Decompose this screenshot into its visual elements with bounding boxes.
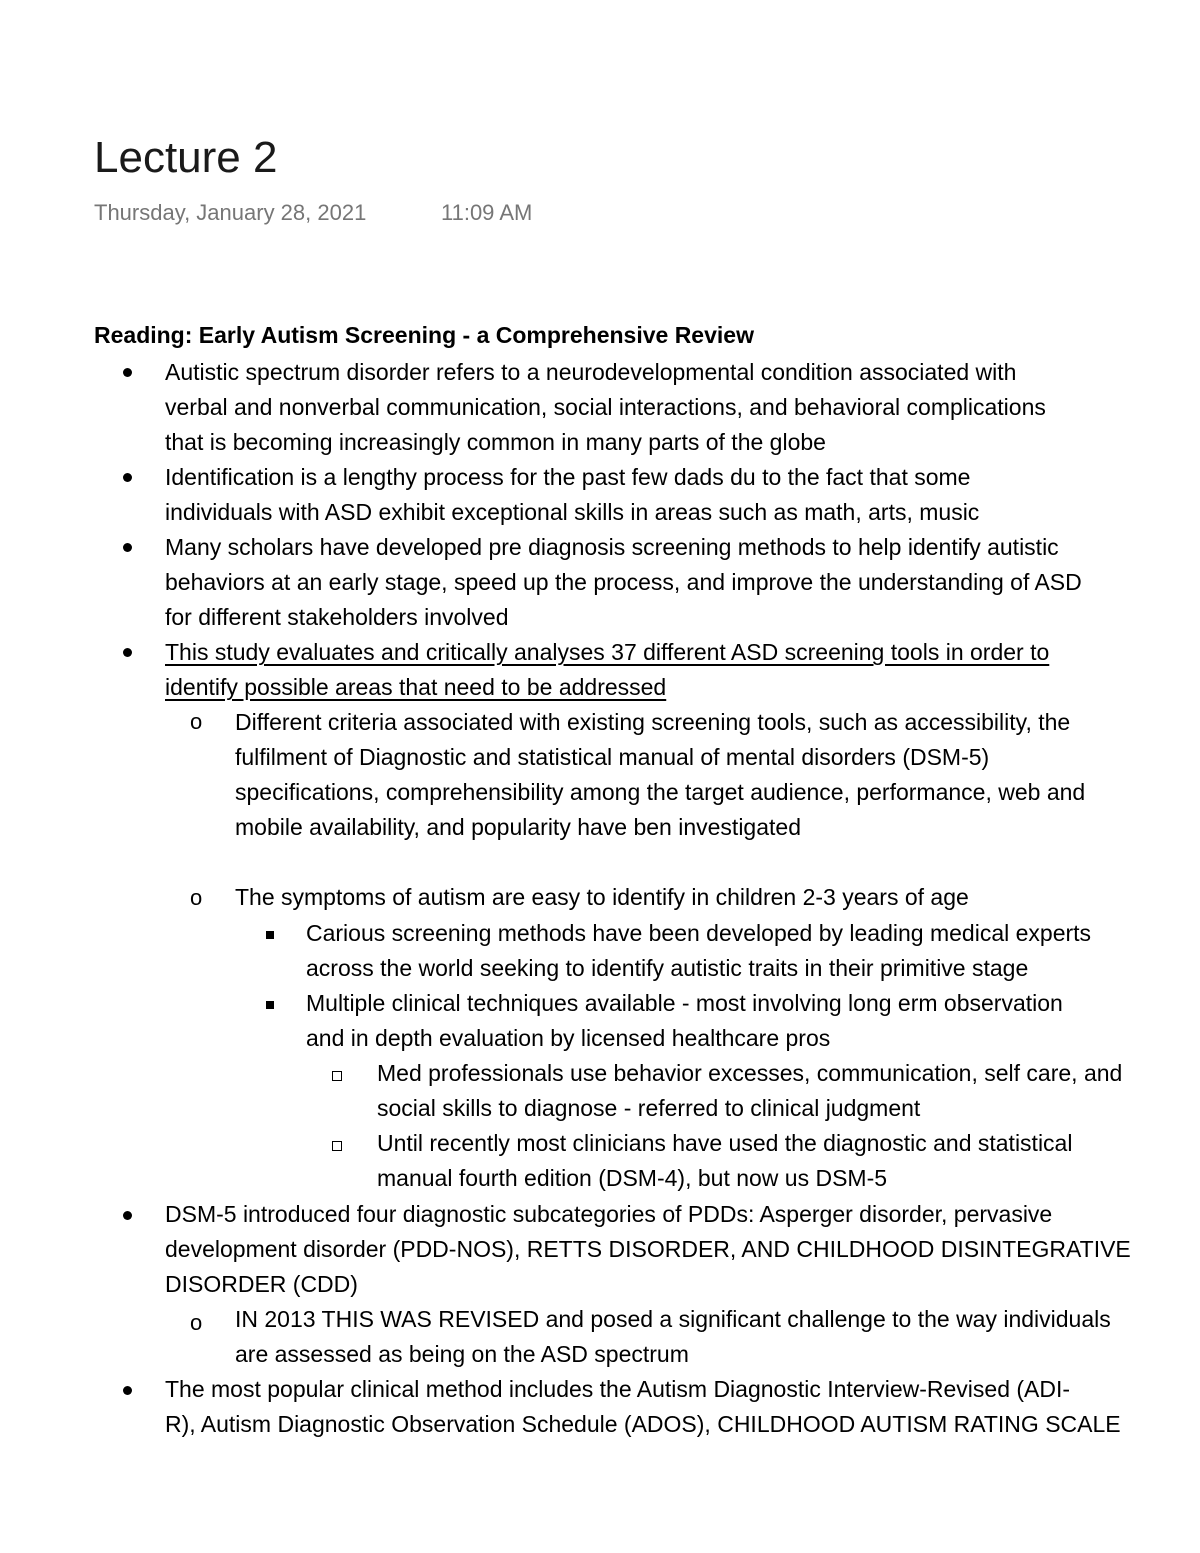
list-item-line: social skills to diagnose - referred to clinical judgment [377, 1095, 921, 1121]
page-title: Lecture 2 [94, 133, 278, 182]
page-meta [94, 198, 533, 228]
list-item-line-underlined: This study evaluates and critically analyses 37 different ASD screening tools in order to [165, 639, 1050, 665]
list-item-line: DISORDER (CDD) [165, 1271, 358, 1297]
list-item-line: Med professionals use behavior excesses, communication, self care, and [377, 1060, 1123, 1086]
bullet-icon [123, 473, 132, 482]
list-item-line: Many scholars have developed pre diagnosis screening methods to help identify autistic [165, 534, 1059, 560]
circle-bullet-icon: o [190, 885, 203, 910]
list-item-line: manual fourth edition (DSM-4), but now us DSM-5 [377, 1165, 888, 1191]
list-item-line: Autistic spectrum disorder refers to a neurodevelopmental condition associated with [165, 359, 1017, 385]
bullet-icon [123, 1386, 132, 1395]
list-item-line: IN 2013 THIS WAS REVISED and posed a significant challenge to the way individuals [235, 1306, 1111, 1332]
bullet-icon [123, 543, 132, 552]
list-item-line: Until recently most clinicians have used the diagnostic and statistical [377, 1130, 1073, 1156]
bullet-icon [123, 368, 132, 377]
list-item-line: The symptoms of autism are easy to identify in children 2-3 years of age [235, 884, 969, 910]
bullet-icon [123, 648, 132, 657]
box-bullet-icon [332, 1141, 342, 1151]
list-item-line: and in depth evaluation by licensed healthcare pros [306, 1025, 831, 1051]
list-item-line: individuals with ASD exhibit exceptional skills in areas such as math, arts, music [165, 499, 980, 525]
list-item-line: development disorder (PDD-NOS), RETTS DISORDER, AND CHILDHOOD DISINTEGRATIVE [165, 1236, 1131, 1262]
box-bullet-icon [332, 1071, 342, 1081]
page-date: Thursday, January 28, 2021 [94, 200, 367, 225]
page-time: 11:09 AM [441, 200, 533, 225]
list-item-line-underlined: identify possible areas that need to be addressed [165, 674, 667, 700]
list-item-line: specifications, comprehensibility among the target audience, performance, web and [235, 779, 1086, 805]
section-heading: Reading: Early Autism Screening - a Comprehensive Review [94, 322, 754, 348]
list-item-line: fulfilment of Diagnostic and statistical manual of mental disorders (DSM-5) [235, 744, 990, 770]
list-item-line: mobile availability, and popularity have ben investigated [235, 814, 801, 840]
circle-bullet-icon: o [190, 709, 203, 734]
list-item-line: that is becoming increasingly common in many parts of the globe [165, 429, 826, 455]
list-item-line: DSM-5 introduced four diagnostic subcategories of PDDs: Asperger disorder, pervasive [165, 1201, 1053, 1227]
list-item-line: for different stakeholders involved [165, 604, 509, 630]
list-item-line: R), Autism Diagnostic Observation Schedule (ADOS), CHILDHOOD AUTISM RATING SCALE [165, 1411, 1121, 1437]
circle-bullet-icon: o [190, 1310, 203, 1335]
list-item-line: Carious screening methods have been developed by leading medical experts [306, 920, 1092, 946]
list-item-line: are assessed as being on the ASD spectrum [235, 1341, 689, 1367]
list-item-line: Multiple clinical techniques available - most involving long erm observation [306, 990, 1063, 1016]
list-item-line: The most popular clinical method includes the Autism Diagnostic Interview-Revised (ADI- [165, 1376, 1071, 1402]
bullet-icon [123, 1211, 132, 1220]
list-item-line: verbal and nonverbal communication, social interactions, and behavioral complications [165, 394, 1046, 420]
square-bullet-icon [266, 931, 274, 939]
list-item-line: across the world seeking to identify autistic traits in their primitive stage [306, 955, 1029, 981]
list-item-line: behaviors at an early stage, speed up the process, and improve the understanding of ASD [165, 569, 1082, 595]
list-item-line: Different criteria associated with existing screening tools, such as accessibility, the [235, 709, 1071, 735]
list-item-line: Identification is a lengthy process for the past few dads du to the fact that some [165, 464, 971, 490]
square-bullet-icon [266, 1001, 274, 1009]
